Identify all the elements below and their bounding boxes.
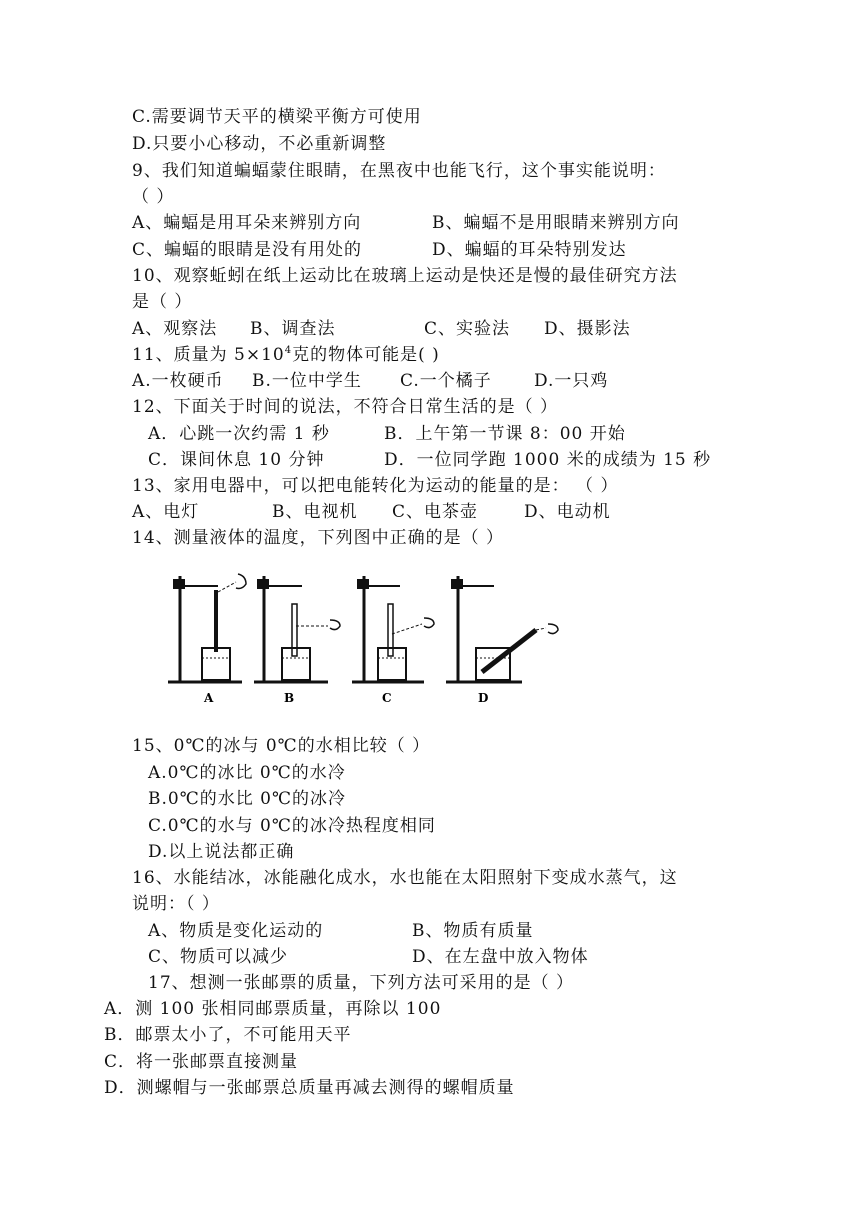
- option-9b: B、蝙蝠不是用眼睛来辨别方向: [432, 213, 680, 233]
- exponent: 4: [284, 345, 293, 356]
- option-8d: D.只要小心移动，不必重新调整: [132, 134, 387, 154]
- option-16b: B、物质有质量: [412, 921, 534, 941]
- option-10d: D、摄影法: [544, 319, 631, 339]
- option-12a: A．心跳一次约需 1 秒: [148, 424, 330, 444]
- setup-b-stand: [254, 576, 340, 682]
- option-9a: A、蝙蝠是用耳朵来辨别方向: [132, 213, 362, 233]
- question-12: 12、下面关于时间的说法，不符合日常生活的是（ ）: [132, 397, 559, 417]
- figure-label-a: A: [204, 691, 214, 705]
- figure-label-b: B: [284, 691, 295, 705]
- figure-label-d: D: [478, 691, 489, 705]
- option-10a: A、观察法: [132, 319, 218, 339]
- question-11: 11、质量为 $5\times 10^4$克的物体可能是( ): [132, 345, 440, 365]
- option-11c: C.一个橘子: [400, 371, 492, 391]
- option-11b: B.一位中学生: [252, 371, 362, 391]
- option-11a: A.一枚硬币: [132, 371, 224, 391]
- option-15c: C.0℃的水与 0℃的冰冷热程度相同: [148, 816, 436, 836]
- thermometer-figure: [160, 564, 580, 712]
- option-15d: D.以上说法都正确: [148, 842, 295, 862]
- option-15b: B.0℃的水比 0℃的冰冷: [148, 789, 346, 809]
- setup-c-stand: [352, 576, 434, 682]
- option-12b: B．上午第一节课 8：00 开始: [384, 424, 626, 444]
- option-13b: B、电视机: [272, 502, 358, 522]
- question-10-blank: 是（ ）: [132, 292, 193, 312]
- option-11d: D.一只鸡: [534, 371, 609, 391]
- option-17d: D．测螺帽与一张邮票总质量再减去测得的螺帽质量: [104, 1078, 515, 1098]
- option-9d: D、蝙蝠的耳朵特别发达: [432, 240, 627, 260]
- setup-d-stand: [446, 576, 558, 682]
- question-14: 14、测量液体的温度，下列图中正确的是（ ）: [132, 528, 505, 548]
- option-13a: A、电灯: [132, 502, 200, 522]
- option-17c: C．将一张邮票直接测量: [104, 1052, 299, 1072]
- option-10b: B、调查法: [250, 319, 336, 339]
- question-9-blank: （ ）: [132, 187, 175, 207]
- option-12d: D．一位同学跑 1000 米的成绩为 15 秒: [384, 450, 712, 470]
- option-16a: A、物质是变化运动的: [148, 921, 324, 941]
- option-16d: D、在左盘中放入物体: [412, 947, 589, 967]
- option-15a: A.0℃的冰比 0℃的水冷: [148, 763, 346, 783]
- question-9: 9、我们知道蝙蝠蒙住眼睛，在黑夜中也能飞行，这个事实能说明：: [132, 161, 666, 181]
- question-17: 17、想测一张邮票的质量，下列方法可采用的是（ ）: [148, 973, 575, 993]
- option-13c: C、电茶壶: [392, 502, 479, 522]
- option-9c: C、蝙蝠的眼睛是没有用处的: [132, 240, 363, 260]
- question-16: 16、水能结冰，冰能融化成水，水也能在太阳照射下变成水蒸气，这: [132, 868, 678, 888]
- option-8c: C.需要调节天平的横梁平衡方可使用: [132, 107, 422, 127]
- figure-label-c: C: [382, 691, 392, 705]
- question-16-blank: 说明：（ ）: [132, 894, 220, 914]
- option-12c: C．课间休息 10 分钟: [148, 450, 325, 470]
- option-17b: B．邮票太小了，不可能用天平: [104, 1025, 352, 1045]
- option-17a: A．测 100 张相同邮票质量，再除以 100: [104, 999, 442, 1019]
- setup-a-stand: [168, 574, 246, 682]
- option-10c: C、实验法: [424, 319, 511, 339]
- option-16c: C、物质可以减少: [148, 947, 289, 967]
- question-15: 15、0℃的冰与 0℃的水相比较（ ）: [132, 736, 431, 756]
- question-13: 13、家用电器中，可以把电能转化为运动的能量的是： （ ）: [132, 476, 619, 496]
- option-13d: D、电动机: [524, 502, 611, 522]
- question-10: 10、观察蚯蚓在纸上运动比在玻璃上运动是快还是慢的最佳研究方法: [132, 266, 678, 286]
